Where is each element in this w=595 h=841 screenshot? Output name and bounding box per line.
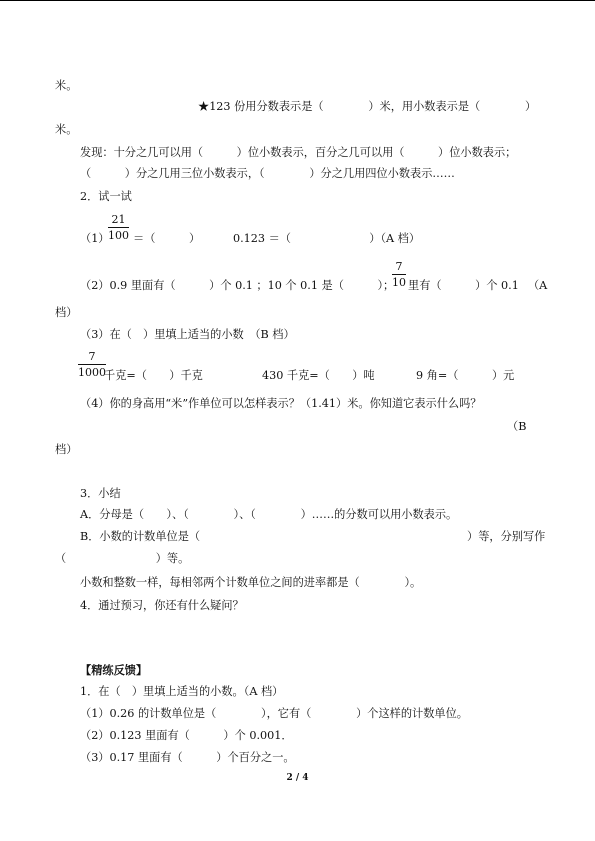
text-line: B．小数的计数单位是（ xyxy=(80,530,201,543)
text-line: 1．在（ ）里填上适当的小数。（A 档） xyxy=(80,685,284,698)
text-line: （2）0.9 里面有（ ）个 0.1 ；10 个 0.1 是（ ）； xyxy=(80,279,395,292)
text-line: ★123 份用分数表示是（ ）米，用小数表示是（ ） xyxy=(198,100,537,113)
fraction-bar xyxy=(78,364,106,365)
text-line: A．分母是（ ）、（ ）、（ ）……的分数可以用小数表示。 xyxy=(80,508,458,521)
text-line: 发现：十分之几可以用（ ）位小数表示，百分之几可以用（ ）位小数表示； xyxy=(80,146,517,159)
text-line: 4．通过预习，你还有什么疑问？ xyxy=(80,599,244,612)
fraction-numerator: 7 xyxy=(88,350,96,363)
fraction-21-100 xyxy=(108,213,129,242)
text-line: 小数和整数一样，每相邻两个计数单位之间的进率都是（ ）。 xyxy=(80,576,422,589)
text-line: 430 千克=（ ）吨 xyxy=(262,369,375,382)
text-line: （1） xyxy=(80,232,110,245)
text-line: （ ）分之几用三位小数表示，（ ）分之几用四位小数表示…… xyxy=(80,167,455,180)
fraction-denominator: 10 xyxy=(392,276,406,289)
text-line: （1）0.26 的计数单位是（ ），它有（ ）个这样的计数单位。 xyxy=(80,707,468,720)
text-line: 档） xyxy=(55,443,78,456)
text-line: ＝（ ） xyxy=(133,232,201,245)
section-title: 【精练反馈】 xyxy=(80,663,148,677)
fraction-bar xyxy=(392,274,406,275)
text-line: 档） xyxy=(55,306,78,319)
text-line: 千克=（ ）千克 xyxy=(104,369,203,382)
text-line: （2）0.123 里面有（ ）个 0.001． xyxy=(80,729,293,742)
fraction-denominator: 100 xyxy=(108,229,129,242)
fraction-numerator: 7 xyxy=(395,260,403,273)
text-line: ）等，分别写作 xyxy=(467,530,546,543)
text-line: （3）在（ ）里填上适当的小数 （B 档） xyxy=(80,328,295,341)
text-line: 0.123 ＝（ ）（A 档） xyxy=(233,232,421,245)
text-line: （4）你的身高用“米”作单位可以怎样表示？（1.41）米。你知道它表示什么吗？ xyxy=(80,397,482,410)
page-number: 2 / 4 xyxy=(286,773,309,783)
text-line: 米。 xyxy=(55,123,78,136)
text-line: 米。 xyxy=(55,79,78,92)
section-heading: 2．试一试 xyxy=(80,190,132,203)
text-line: 里有（ ）个 0.1 （A xyxy=(408,279,548,292)
fraction-numerator: 21 xyxy=(111,213,126,226)
text-line: （3）0.17 里面有（ ）个百分之一。 xyxy=(80,751,295,764)
section-heading: 3．小结 xyxy=(80,487,121,500)
text-line: （ ）等。 xyxy=(55,552,190,565)
fraction-bar xyxy=(108,227,129,228)
fraction-denominator: 1000 xyxy=(78,366,106,379)
fraction-7-10 xyxy=(392,260,406,289)
text-line: 9 角=（ ）元 xyxy=(416,369,515,382)
top-border xyxy=(0,0,595,1)
text-line: （B xyxy=(507,420,527,433)
fraction-7-1000 xyxy=(78,350,106,379)
